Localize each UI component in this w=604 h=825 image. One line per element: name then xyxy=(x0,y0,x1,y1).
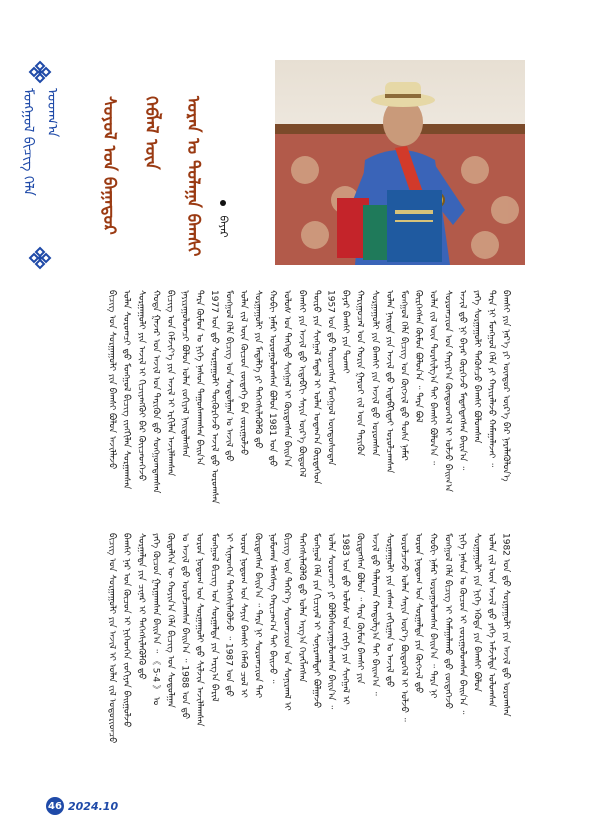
text-line: ᠬᠤᠪᠢ ᠨᠡᠮᠡᠷ ᠣᠷᠣᠭᠤᠯᠤᠭᠰᠠᠨ ᠪᠣᠯᠤᠨ 1981 ᠣᠨ ᠳ᠋ᠤ xyxy=(267,290,278,467)
text-line: ᠤ ᠠᠵᠢᠯ ᠳ᠋ᠤ ᠣᠷᠣᠯᠴᠠᠭᠰᠠᠨ ᠪᠠᠢᠨ᠎ᠠ ᠃ 1988 ᠣᠨ ᠳ᠋ᠤ xyxy=(179,533,190,720)
article-title xyxy=(94,96,214,266)
text-line: 1957 ᠣᠨ ᠳ᠋ᠤ ᠲᠥᠷᠥᠭᠰᠡᠨ ᠮᠣᠩᠭᠣᠯ ᠦᠨᠳᠦᠰᠦᠲᠡᠨ xyxy=(325,290,336,466)
text-line: ᠰᠤᠷᠭᠠᠭᠤᠯᠢ ᠶᠢᠨ ᠮᠡᠳᠡᠯᠭᠡ ᠶᠢ ᠳᠡᠭᠡᠭᠰᠢᠯᠡᠭᠦᠯᠬᠦ ᠳ᠋ᠤ xyxy=(252,290,263,449)
text-line: ᠮᠣᠩᠭᠣᠯ ᠪᠢᠴᠢᠭ ᠤᠨ ᠰᠤᠷᠭᠠᠯᠲᠠ ᠶᠢᠨ ᠠᠷᠭ᠎ᠠ ᠪᠠᠷᠢᠯ xyxy=(208,533,219,702)
text-line: ᠬᠣᠳᠠ ᠭᠠᠵᠠᠷ ᠤᠨ ᠠᠵᠢᠯ ᠤᠨ ᠲᠡᠷᠢᠭᠦᠨ ᠳ᠋ᠦ ᠰᠣᠩᠭᠤᠭᠳᠠᠭᠰᠠᠨ xyxy=(150,290,161,494)
portrait-illustration xyxy=(275,60,525,265)
text-line: ᠪᠢᠴᠢᠭ ᠤᠨ ᠬᠡᠮᠵᠢᠶ᠎ᠡ ᠶᠢᠨ ᠠᠵᠢᠯ ᠢ ᠡᠷᠬᠢᠯᠡᠨ ᠠᠵᠢᠯᠯᠠᠭᠰᠠᠨ xyxy=(164,290,175,477)
page-footer xyxy=(46,797,118,815)
text-line: ᠪᠠᠭᠰᠢ ᠨᠠᠷ ᠤᠨ ᠬᠦᠴᠦᠨ ᠢ ᠨᠢᠭᠡᠳᠬᠡᠨ ᠵᠣᠬᠢᠶᠠᠨ ᠪᠠᠢᠭᠤᠯᠵᠤ xyxy=(121,533,132,728)
text-line: ᠣᠷᠣᠯᠴᠠᠵᠤ ᠣᠯᠠᠨ ᠰᠠᠶᠢᠨ ᠦᠷ᠎ᠡ ᠪᠦᠲᠦᠭᠡᠯ ᠢ ᠣᠯᠵᠤ ᠃ xyxy=(398,533,409,722)
text-line: ᠣᠷᠣᠨ ᠨᠤᠲᠤᠭ ᠤᠨ ᠰᠠᠶᠢᠨ ᠪᠠᠭᠰᠢ ᠬᠡᠮᠡᠬᠦ ᠴᠣᠯ ᠢ xyxy=(237,533,248,698)
text-line: ᠰᠤᠷᠤᠭᠴᠢᠳ ᠤᠨ ᠬᠠᠶᠢᠷ᠎ᠠ ᠬᠦᠨᠳᠦᠳᠬᠡᠯ ᠢ ᠣᠯᠵᠤ ᠪᠠᠢᠭ᠎ᠠ xyxy=(442,290,453,492)
bullet-dot-icon xyxy=(220,200,226,206)
title-line: ᠬᠡᠪᠯᠡᠯ ᠦᠨ xyxy=(141,96,161,170)
title-line: ᠤᠷᠠᠨ ᠤ ᠲᠤᠯᠠᠭᠠ ᠪᠠᠭᠰᠢ xyxy=(183,96,203,257)
portrait-photo xyxy=(275,60,525,265)
text-line: ᠬᠦᠷᠲᠡᠭᠰᠡᠨ ᠪᠠᠢᠨ᠎ᠠ ᠃ ᠲᠡᠷᠡ ᠨᠢ ᠰᠤᠷᠤᠭᠴᠢᠳ ᠲᠠᠢ xyxy=(252,533,263,699)
text-line: ᠪᠠᠭᠰᠢ ᠶᠢᠨ ᠨᠡᠷ᠎ᠡ ᠶᠢ ᠥᠨᠳᠥᠷ ᠥᠷ᠎ᠡ ᠪᠡᠷ ᠨᠡᠷᠡᠯᠡᠭᠦᠯᠦᠨ᠎ᠡ xyxy=(500,290,511,482)
column-title: ᠮᠣᠩᠭᠣᠯ ᠪᠢᠴᠢᠭ᠌ ᠬᠡᠯᠡ ᠤᠳᠬ᠎ᠠ xyxy=(20,88,60,196)
text-line: ᠰᠤᠷᠭᠠᠭᠤᠯᠢ ᠶᠢᠨ ᠠᠵᠢᠯ ᠢ ᠬᠢᠴᠢᠶᠡᠩᠭᠦᠢ ᠪᠡᠷ ᠭᠦᠢᠴᠡᠳᠭᠡᠵᠦ xyxy=(135,290,146,482)
article-body-upper xyxy=(104,290,524,530)
text-line: ᠪᠢᠴᠢᠭ ᠤᠨ ᠰᠤᠷᠭᠠᠭᠤᠯᠢ ᠶᠢᠨ ᠠᠵᠢᠯ ᠢ ᠣᠯᠠᠨ ᠵᠢᠯ ᠤᠳᠤᠷᠢᠳᠴᠤ xyxy=(106,533,117,744)
page-number: 46 xyxy=(46,797,64,815)
column-header xyxy=(22,60,58,270)
text-line: 1983 ᠣᠨ ᠳ᠋ᠤ ᠤᠯᠤᠰ ᠤᠨ ᠵᠡᠷᠭᠡ ᠶᠢᠨ ᠰᠢᠩᠭᠠᠯ ᠢ xyxy=(340,533,351,705)
text-line: ᠬᠤᠪᠢ ᠨᠡᠮᠡᠷ ᠣᠷᠣᠭᠤᠯᠤᠭᠰᠠᠨ ᠪᠠᠢᠨ᠎ᠠ ᠃ ᠲᠡᠷᠡ ᠨᠢ xyxy=(427,533,438,699)
text-line: ᠶᠡᠬᠡ ᠰᠤᠷᠭᠠᠭᠤᠯᠢ ᠲᠡᠭᠦᠰᠴᠦ ᠪᠠᠭᠰᠢ ᠪᠣᠯᠤᠭᠰᠠᠨ xyxy=(471,290,482,444)
text-line: ᠠᠵᠢᠯ ᠳ᠋ᠤ ᠲᠠᠯᠠᠷᠬᠠᠨ ᠬᠠᠨᠳᠤᠯᠭ᠎ᠠ ᠲᠠᠢ ᠪᠠᠢᠭ᠎ᠠ ᠃ xyxy=(369,533,380,696)
text-line: ᠮᠣᠩᠭᠣᠯ ᠬᠡᠯᠡ ᠪᠢᠴᠢᠭ ᠤᠨ ᠰᠤᠳᠤᠯᠭᠠᠨ ᠤ ᠠᠵᠢᠯ ᠳ᠋ᠤ xyxy=(223,290,234,462)
text-line: ᠣᠷᠣᠨ ᠨᠤᠲᠤᠭ ᠤᠨ ᠰᠤᠷᠭᠠᠭᠤᠯᠢ ᠳ᠋ᠤ ᠰᠢᠯᠵᠢᠨ ᠠᠵᠢᠯᠯᠠᠭᠰᠠᠨ xyxy=(194,533,205,727)
text-line: 1977 ᠣᠨ ᠳ᠋ᠤ ᠰᠤᠷᠭᠠᠭᠤᠯᠢ ᠳᠦᠭᠦᠷᠭᠡᠵᠦ ᠠᠵᠢᠯ ᠳ᠋ᠤ ᠣᠷᠣᠭᠰᠠᠨ xyxy=(208,290,219,504)
text-line: ᠰᠤᠷᠭᠠᠯᠲᠠ ᠶᠢᠨ ᠴᠢᠨᠠᠷ ᠢ ᠳᠡᠭᠡᠭᠰᠢᠯᠡᠭᠦᠯᠬᠦ ᠳ᠋ᠦ xyxy=(135,533,146,680)
text-line: 1982 ᠣᠨ ᠳ᠋ᠤ ᠰᠤᠷᠭᠠᠭᠤᠯᠢ ᠶᠢᠨ ᠠᠵᠢᠯ ᠳ᠋ᠤ ᠣᠷᠣᠭᠰᠠᠨ xyxy=(500,533,511,717)
text-line: ᠮᠣᠩᠭᠣᠯ ᠬᠡᠯᠡ ᠶᠢᠨ ᠬᠢᠴᠢᠶᠡᠯ ᠢ ᠰᠣᠨᠢᠷᠬᠠᠯᠲᠠᠢ ᠪᠣᠯᠭᠠᠵᠤ xyxy=(310,533,321,709)
text-line: ᠶᠡᠬᠡ ᠬᠦᠴᠦᠨ ᠭᠠᠷᠭᠠᠭᠰᠠᠨ ᠪᠠᠢᠨ᠎ᠠ ᠃ 《 5·4 》 ᠤ xyxy=(150,533,161,706)
title-line: ᠰᠣᠶᠤᠯ ᠤᠨ ᠪᠠᠭᠠᠳᠤᠷ xyxy=(99,96,119,235)
text-line: ᠣᠯᠠᠨ ᠨᠡᠢᠲᠡ ᠶᠢᠨ ᠠᠵᠢᠯ ᠳ᠋ᠤ ᠢᠳᠡᠪᠬᠢᠲᠡᠢ ᠣᠷᠣᠯᠴᠠᠭᠰᠠᠨ xyxy=(383,290,394,474)
text-line: ᠢ ᠰᠢᠨᠡᠳᠭᠡᠨ ᠳᠡᠭᠡᠭᠰᠢᠯᠡᠭᠦᠯᠵᠦ ᠃ 1987 ᠣᠨ ᠳ᠋ᠤ xyxy=(223,533,234,697)
text-line: ᠣᠯᠠᠨ ᠵᠢᠯ ᠦᠨ ᠠᠵᠢᠯ ᠳ᠋ᠤ ᠶᠡᠬᠡ ᠠᠮᠵᠢᠯᠲᠠ ᠣᠯᠤᠭᠰᠠᠨ xyxy=(486,533,497,708)
text-line: ᠰᠤᠷᠭᠠᠭᠤᠯᠢ ᠶᠢᠨ ᠪᠠᠭᠰᠢ ᠶᠢᠨ ᠠᠵᠢᠯ ᠳ᠋ᠤ ᠣᠷᠣᠭᠰᠠᠨ xyxy=(369,290,380,457)
text-line: ᠣᠯᠠᠨ ᠵᠢᠯ ᠦᠨ ᠲᠤᠷᠰᠢᠯᠭ᠎ᠠ ᠲᠠᠢ ᠪᠠᠭᠰᠢ ᠪᠣᠯᠤᠨ᠎ᠠ ᠃ xyxy=(427,290,438,465)
author-byline xyxy=(214,200,233,238)
text-line: ᠬᠦᠷᠭᠡᠭᠰᠡᠨ ᠬᠦᠮᠦᠨ ᠪᠣᠯᠤᠨ᠎ᠠ ᠃ ᠲᠡᠷᠡ ᠪᠣᠯ xyxy=(413,290,424,423)
text-line: ᠮᠣᠩᠭᠣᠯ ᠬᠡᠯᠡ ᠪᠢᠴᠢᠭ ᠤᠨ ᠬᠥᠭᠵᠢᠯ ᠳ᠋ᠦ ᠲᠤᠰᠠ ᠨᠡᠮᠡᠷ xyxy=(398,290,409,461)
text-line: ᠤᠯᠤᠰ ᠤᠨ ᠳᠡᠭᠡᠳᠦ ᠰᠢᠩᠭᠠᠯ ᠢ ᠬᠦᠷᠲᠡᠭᠰᠡᠨ ᠪᠠᠢᠨ᠎ᠠ xyxy=(281,290,292,467)
text-line: ᠨᠠᠶᠢᠷᠠᠭᠤᠯᠤᠭᠴᠢ ᠪᠣᠯᠤᠨ ᠣᠯᠠᠨ ᠵᠣᠬᠢᠶᠠᠯ ᠨᠡᠢᠲᠡᠯᠡᠭᠰᠡᠨ xyxy=(179,290,190,458)
text-line: ᠣᠯᠠᠨ ᠰᠤᠷᠤᠭᠴᠢ ᠳ᠋ᠤ ᠮᠣᠩᠭᠣᠯ ᠪᠢᠴᠢᠭ ᠵᠢᠩᠬᠢᠯᠡᠨ ᠰᠤᠷᠭᠠᠭᠰᠠᠨ xyxy=(121,290,132,490)
text-line: ᠮᠣᠩᠭᠣᠯ ᠬᠡᠯᠡ ᠪᠢᠴᠢᠭ ᠢ ᠬᠠᠮᠠᠭᠠᠯᠠᠬᠤ ᠳ᠋ᠤ ᠵᠦᠲᠡᠭᠡᠵᠦ xyxy=(442,533,453,709)
text-line: ᠪᠠᠭᠰᠢ ᠶᠢᠨ ᠠᠵᠢᠯ ᠳ᠋ᠤ ᠢᠳᠡᠪᠬᠢ ᠰᠠᠶᠢᠨ ᠦᠷ᠎ᠡ ᠪᠦᠲᠦᠭᠡᠯ xyxy=(296,290,307,478)
text-line: ᠨᠢᠭᠡ ᠨᠠᠰᠤᠨ ᠤ ᠬᠦᠴᠦᠨ ᠢ ᠵᠣᠷᠢᠭᠤᠯᠤᠭᠰᠠᠨ ᠪᠠᠢᠨ᠎ᠠ ᠃ xyxy=(456,533,467,715)
text-line: ᠬᠠᠷᠢᠭᠤᠴᠠᠯ ᠤᠨ ᠬᠣᠷᠢᠨ ᠭᠠᠷᠤᠢ ᠵᠢᠯ ᠦᠨ ᠲᠡᠷᠢᠭᠦᠨ xyxy=(354,290,365,456)
text-line: ᠳᠡᠭᠡᠭᠰᠢᠯᠡᠭᠦᠯᠬᠦ ᠳ᠋ᠦ ᠣᠯᠠᠨ ᠠᠷᠭ᠎ᠠ ᠬᠡᠷᠡᠭᠯᠡᠭᠰᠡᠨ xyxy=(296,533,307,683)
text-line: ᠣᠷᠣᠨ ᠨᠤᠲᠤᠭ ᠤᠨ ᠰᠤᠷᠭᠠᠯᠲᠠ ᠶᠢᠨ ᠬᠥᠭᠵᠢᠯ ᠳ᠋ᠦ xyxy=(413,533,424,694)
text-line: ᠰᠤᠷᠭᠠᠭᠤᠯᠢ ᠶᠢᠨ ᠨᠢᠭᠡ ᠡᠭᠦᠳᠡ ᠶᠢᠨ ᠪᠠᠭᠰᠢ ᠪᠣᠯᠤᠨ xyxy=(471,533,482,692)
text-line: ᠪᠢᠴᠢᠭ ᠤᠨ ᠰᠤᠷᠭᠠᠭᠤᠯᠢ ᠶᠢᠨ ᠪᠠᠭᠰᠢ ᠪᠣᠯᠤᠨ ᠠᠵᠢᠯᠯᠠᠵᠤ xyxy=(106,290,117,470)
text-line: ᠣᠯᠠᠨ ᠵᠢᠯ ᠦᠨ ᠬᠦᠴᠦᠨ ᠵᠦᠲᠡᠭᠡ ᠪᠡᠨ ᠵᠣᠷᠢᠭᠤᠯᠵᠤ xyxy=(237,290,248,456)
text-line: ᠬᠦᠷᠲᠡᠭᠰᠡᠨ ᠪᠣᠯᠤᠨ ᠃ ᠲᠡᠷᠡ ᠬᠦᠮᠦᠨ ᠪᠠᠭᠰᠢ ᠶᠢᠨ xyxy=(354,533,365,684)
issue-date: 2024.10 xyxy=(68,799,119,813)
text-line: ᠪᠢᠴᠢᠭ ᠦᠨ ᠳᠡᠭᠡᠷ᠎ᠡ ᠰᠤᠷᠤᠭᠴᠢᠳ ᠤᠨ ᠰᠣᠨᠢᠷᠬᠠᠯ ᠢ xyxy=(281,533,292,711)
text-line: ᠣᠯᠠᠨ ᠰᠤᠷᠤᠭᠴᠢ ᠶᠢ ᠪᠣᠯᠪᠠᠰᠤᠷᠠᠭᠤᠯᠤᠭᠰᠠᠨ ᠪᠠᠢᠨ᠎ᠠ ᠃ xyxy=(325,533,336,710)
text-line: ᠲᠡᠷᠡ ᠨᠢ ᠮᠣᠩᠭᠣᠯ ᠬᠡᠯᠡ ᠶᠢ ᠬᠠᠶᠢᠷᠠᠯᠠᠵᠤ ᠬᠠᠮᠠᠭᠠᠯᠠᠵᠠᠢ ᠃ xyxy=(486,290,497,468)
text-line: ᠠᠵᠢᠯ ᠳ᠋ᠤ ᠨᠢ ᠪᠠᠶᠠᠷ ᠬᠦᠷᠭᠡᠵᠦ ᠮᠡᠳᠡᠭᠳᠡᠭᠰᠡᠨ ᠪᠠᠢᠨ᠎ᠠ ᠃ xyxy=(456,290,467,471)
text-line: ᠪᠠᠶᠠᠷ ᠪᠠᠭᠰᠢ ᠶᠢᠨ ᠲᠤᠬᠠᠢ xyxy=(340,290,351,374)
text-line: ᠲᠡᠷᠡ ᠬᠦᠮᠦᠨ ᠤ ᠨᠢᠭᠡ ᠨᠠᠰᠤᠨ ᠳᠠᠭᠤᠰᠬᠠᠭᠰᠠᠨ ᠪᠠᠢᠨ᠎ᠠ xyxy=(194,290,205,466)
mongolian-knot-ornament-icon xyxy=(28,60,52,84)
text-line: ᠰᠤᠷᠭᠠᠭᠤᠯᠢ ᠶᠢᠨ ᠵᠠᠰᠠᠭ ᠵᠠᠬᠢᠷᠭᠠᠨ ᠤ ᠠᠵᠢᠯ ᠳ᠋ᠤ xyxy=(383,533,394,688)
text-line: ᠬᠥᠳᠡᠯᠭᠡᠨ ᠦ ᠬᠣᠶᠢᠨ᠎ᠠ ᠬᠡᠯᠡ ᠪᠢᠴᠢᠭ ᠤᠨ ᠰᠤᠳᠤᠯᠭᠠᠨ xyxy=(164,533,175,708)
author-name: ᠪᠠᠶᠠᠷ xyxy=(217,215,230,238)
text-line: ᠲᠦᠷᠦ ᠶᠢᠨ ᠰᠢᠩᠭᠠᠯ ᠮᠡᠳᠠᠯ ᠢ ᠣᠯᠠᠨ ᠤᠳᠠᠭ᠎ᠠ ᠬᠦᠷᠲᠡᠭᠡᠳ xyxy=(310,290,321,485)
text-line: ᠨᠣᠮᠤᠬᠠᠨ ᠡᠯᠡᠭᠰᠡᠭ ᠬᠠᠷᠢᠴᠠᠭ᠎ᠠ ᠲᠠᠢ ᠪᠠᠢᠵᠤ ᠃ xyxy=(267,533,278,684)
article-body-lower xyxy=(104,533,524,773)
mongolian-knot-ornament-icon xyxy=(28,246,52,270)
